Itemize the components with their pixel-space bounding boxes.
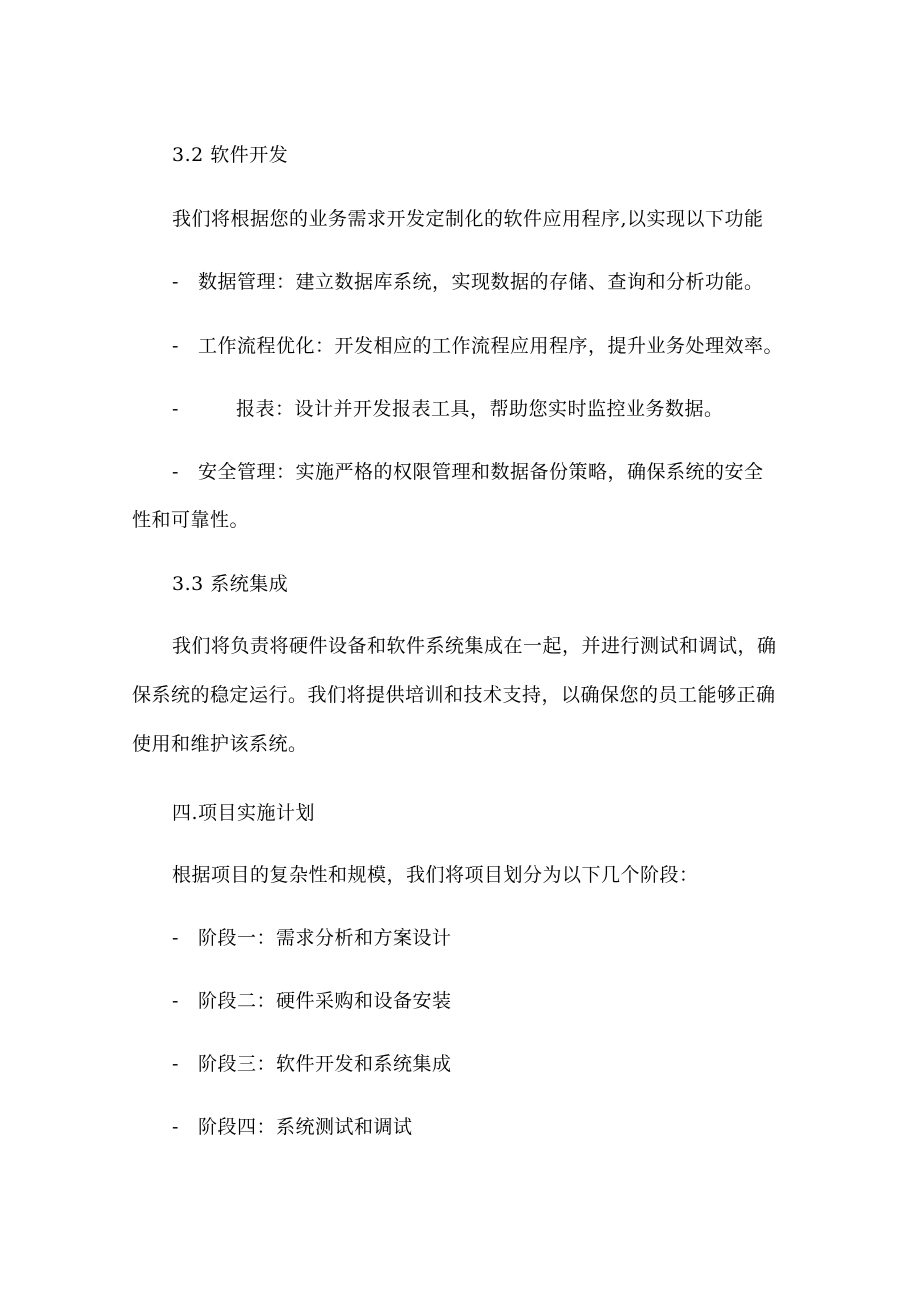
list-item (172, 273, 764, 292)
list-item (172, 463, 764, 482)
list-item-text: 数据管理：建立数据库系统，实现数据的存储、查询和分析功能。 (198, 271, 764, 293)
phase-item-text: 阶段二：硬件采购和设备安装 (198, 990, 452, 1012)
list-dash: - (172, 990, 179, 1012)
section-heading-3-2: 3.2 软件开发 (172, 144, 289, 166)
list-dash: - (172, 398, 179, 420)
list-item (172, 400, 724, 419)
phase-item (172, 929, 452, 948)
phase-item (172, 992, 452, 1011)
list-dash: - (172, 271, 179, 293)
list-item-continuation: 性和可靠性。 (132, 509, 250, 531)
phase-item (172, 1118, 413, 1137)
section-3-3-paragraph: 我们将负责将硬件设备和软件系统集成在一起，并进行测试和调试，确 (172, 635, 777, 657)
phase-item-text: 阶段一：需求分析和方案设计 (198, 927, 452, 949)
section-4-intro: 根据项目的复杂性和规模，我们将项目划分为以下几个阶段： (172, 864, 699, 886)
section-3-3-paragraph: 使用和维护该系统。 (132, 733, 308, 755)
section-3-2-intro: 我们将根据您的业务需求开发定制化的软件应用程序,以实现以下功能 (172, 208, 764, 230)
section-heading-4: 四.项目实施计划 (172, 802, 316, 824)
list-item-text: 安全管理：实施严格的权限管理和数据备份策略，确保系统的安全 (198, 461, 764, 483)
phase-item-text: 阶段四：系统测试和调试 (198, 1116, 413, 1138)
phase-item (172, 1055, 452, 1074)
list-item-text: 报表：设计并开发报表工具，帮助您实时监控业务数据。 (236, 398, 724, 420)
list-dash: - (172, 335, 179, 357)
section-heading-3-3: 3.3 系统集成 (172, 573, 289, 595)
list-item (172, 337, 783, 356)
list-dash: - (172, 1116, 179, 1138)
phase-item-text: 阶段三：软件开发和系统集成 (198, 1053, 452, 1075)
list-dash: - (172, 461, 179, 483)
list-dash: - (172, 1053, 179, 1075)
list-dash: - (172, 927, 179, 949)
list-item-text: 工作流程优化：开发相应的工作流程应用程序，提升业务处理效率。 (198, 335, 784, 357)
section-3-3-paragraph: 保系统的稳定运行。我们将提供培训和技术支持，以确保您的员工能够正确 (132, 684, 776, 706)
